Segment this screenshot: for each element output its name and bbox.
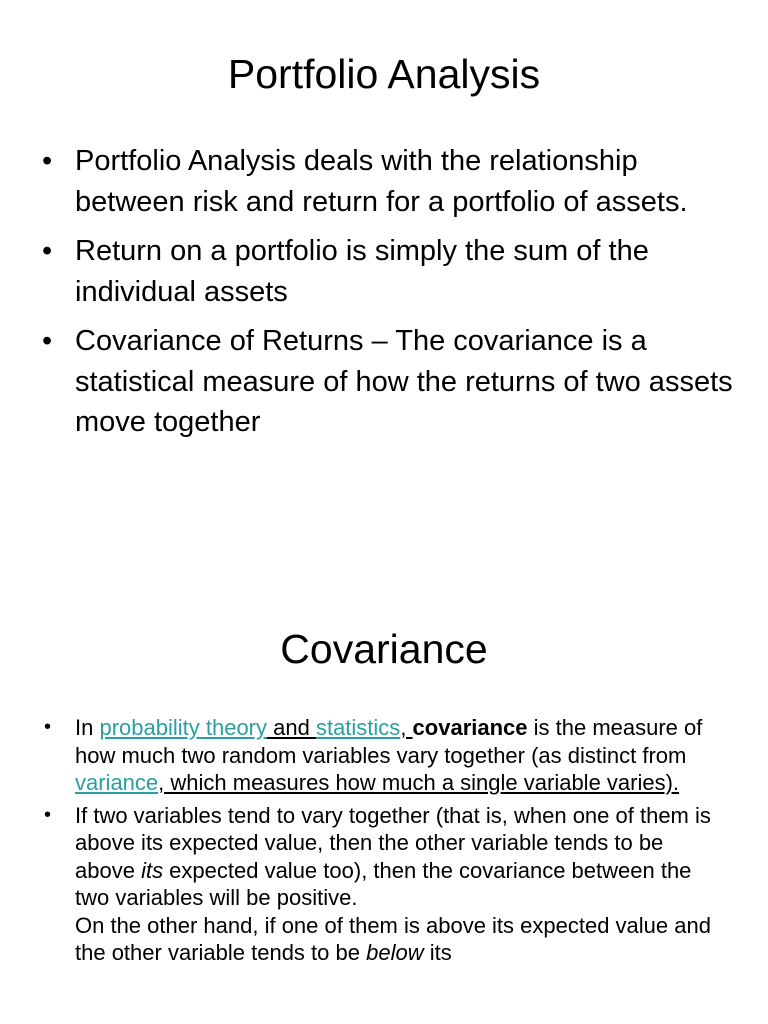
bullet-dot-icon: • xyxy=(44,716,52,738)
bullet-list xyxy=(0,141,768,452)
slide-title: Portfolio Analysis xyxy=(227,51,541,97)
bullet-list xyxy=(0,714,768,972)
bullet-dot-icon: • xyxy=(42,235,53,267)
slide-title: Covariance xyxy=(280,626,488,672)
link-probability-theory[interactable]: probability theory xyxy=(99,715,268,740)
slide-covariance xyxy=(0,588,768,1024)
bullet-item: • Covariance of Returns – The covariance is a statistical measure of how the returns of two assets move together xyxy=(0,321,768,443)
link-statistics[interactable]: statistics xyxy=(315,715,401,740)
bullet-dot-icon: • xyxy=(42,325,53,357)
link-variance[interactable]: variance xyxy=(75,770,159,795)
bullet-item: • In probability theory and statistics, covariance is the measure of how much two random variables vary together (as distinct from variance, which measures how much a single variable varies). xyxy=(44,715,703,795)
bullet-item: • Return on a portfolio is simply the sum of the individual assets xyxy=(0,231,768,312)
bullet-item: • Portfolio Analysis deals with the relationship between risk and return for a portfolio of assets. xyxy=(0,141,768,222)
bullet-dot-icon: • xyxy=(44,803,52,826)
bullet-item: • If two variables tend to vary together (that is, when one of them is above its expected value, then the other variable tends to be above its expected value too), then the covariance between the two variables will be positive. On the other hand, if one of them is above its expected value and the other variable tends to be below its xyxy=(44,802,711,965)
bullet-dot-icon: • xyxy=(42,145,53,177)
term-covariance: covariance xyxy=(412,715,528,740)
